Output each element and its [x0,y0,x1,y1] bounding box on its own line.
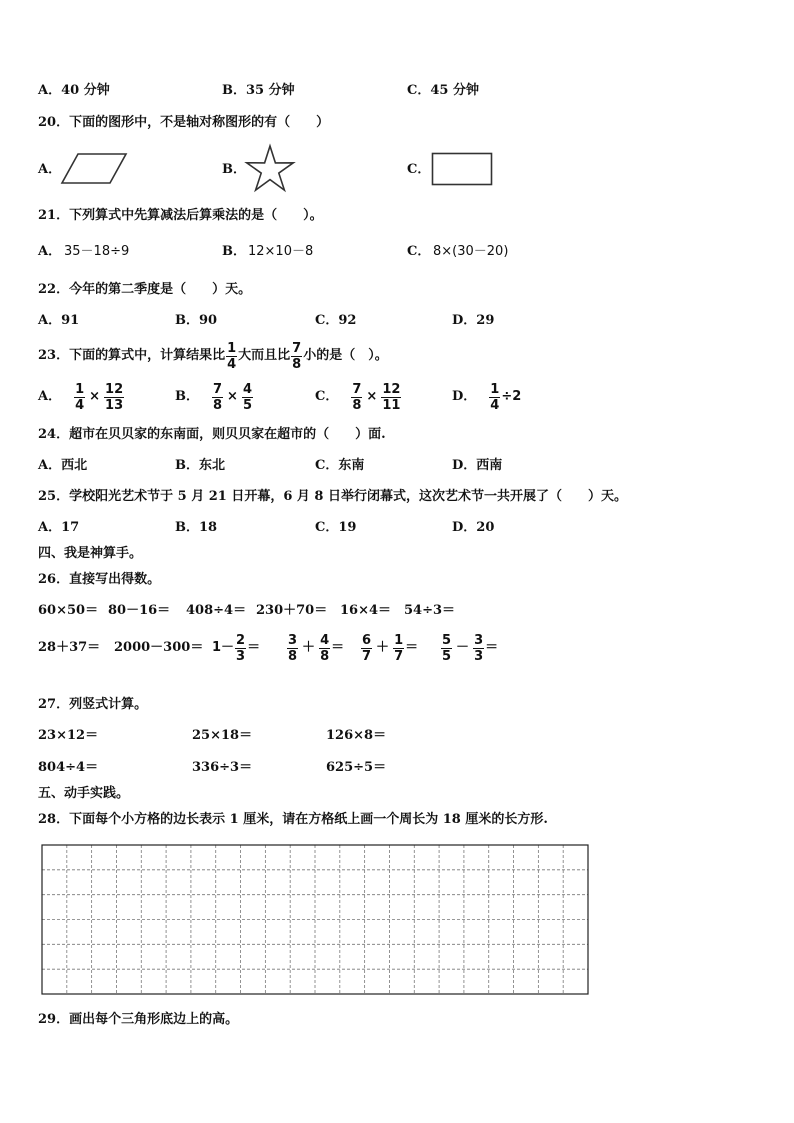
question-28-stem: 28．下面每个小方格的边长表示 1 厘米，请在方格纸上画一个周长为 18 厘米的长方形. [38,812,548,827]
option-d: D．20 [452,520,495,535]
option-a: A．40 分钟 [38,83,110,98]
option-b-label: B． [222,244,246,259]
option-b: B．东北 [175,458,225,473]
star-icon [244,144,298,194]
option-c: C．92 [315,313,357,328]
rectangle-icon [431,152,495,188]
calc-item: 2000－300＝ [114,640,204,655]
option-a-expression: 35－18÷9 [64,244,130,259]
calc-item: 80－16＝ [108,603,171,618]
calc-item: 336÷3＝ [192,760,253,775]
question-26-stem: 26．直接写出得数。 [38,572,161,587]
parallelogram-icon [60,152,130,186]
option-b: B．35 分钟 [222,83,295,98]
grid-paper[interactable] [41,844,589,995]
calc-item: 25×18＝ [192,728,253,743]
question-25-stem: 25．学校阳光艺术节于 5 月 21 日开幕，6 月 8 日举行闭幕式，这次艺术节一共开展了（ ）天。 [38,489,627,504]
calc-item: 60×50＝ [38,603,99,618]
question-20-stem: 20．下面的图形中，不是轴对称图形的有（ ） [38,115,330,130]
option-a: A．91 [38,313,80,328]
question-21-stem: 21．下列算式中先算减法后算乘法的是（ ）。 [38,208,323,223]
calc-item: 408÷4＝ [186,603,247,618]
section-heading: 四、我是神算手。 [38,546,143,561]
option-b: B．90 [175,313,218,328]
question-29-stem: 29．画出每个三角形底边上的高。 [38,1012,239,1027]
option-a: A． $\frac{1}{4}$ × $\frac{12}{13}$ [38,381,124,413]
calc-item: 804÷4＝ [38,760,99,775]
question-23-stem: 23．下面的算式中，计算结果比 $\frac{1}{4}$ 大而且比 $\frac{7}{8}$ 小的是（ ）。 [38,340,388,372]
calc-item: 54÷3＝ [404,603,456,618]
option-c-label: C． [407,244,431,259]
option-b: B．18 [175,520,218,535]
calc-item: 1－ $\frac{2}{3}$ ＝ [212,632,261,664]
option-c: C．19 [315,520,357,535]
calc-item: 28＋37＝ [38,640,101,655]
question-24-stem: 24．超市在贝贝家的东南面，则贝贝家在超市的（ ）面. [38,427,386,442]
question-27-stem: 27．列竖式计算。 [38,697,148,712]
option-a: A．17 [38,520,80,535]
option-b-expression: 12×10－8 [248,244,314,259]
option-a: A．西北 [38,458,88,473]
calc-item: 16×4＝ [340,603,392,618]
calc-item: $\frac{6}{7}$ ＋ $\frac{1}{7}$ ＝ [362,632,419,664]
option-c-expression: 8×(30－20) [433,244,509,259]
option-c: C．45 分钟 [407,83,479,98]
option-c: C． $\frac{7}{8}$ × $\frac{12}{11}$ [315,381,401,413]
calc-item: $\frac{5}{5}$ － $\frac{3}{3}$ ＝ [442,632,499,664]
option-c: C．东南 [315,458,365,473]
calc-item: $\frac{3}{8}$ ＋ $\frac{4}{8}$ ＝ [288,632,345,664]
fraction: $\frac{7}{8}$ [292,340,302,372]
option-c-label: C． [407,162,431,177]
option-d: D． $\frac{1}{4}$ ÷2 [452,381,522,413]
option-b: B． $\frac{7}{8}$ × $\frac{4}{5}$ [175,381,252,413]
fraction: $\frac{1}{4}$ [227,340,237,372]
question-22-stem: 22．今年的第二季度是（ ）天。 [38,282,252,297]
calc-item: 126×8＝ [326,728,387,743]
option-d: D．西南 [452,458,503,473]
calc-item: 625÷5＝ [326,760,387,775]
option-b-label: B． [222,162,246,177]
option-d: D．29 [452,313,495,328]
option-a-label: A． [38,244,62,259]
section-heading: 五、动手实践。 [38,786,130,801]
calc-item: 230＋70＝ [256,603,328,618]
calc-item: 23×12＝ [38,728,99,743]
option-a-label: A． [38,162,62,177]
